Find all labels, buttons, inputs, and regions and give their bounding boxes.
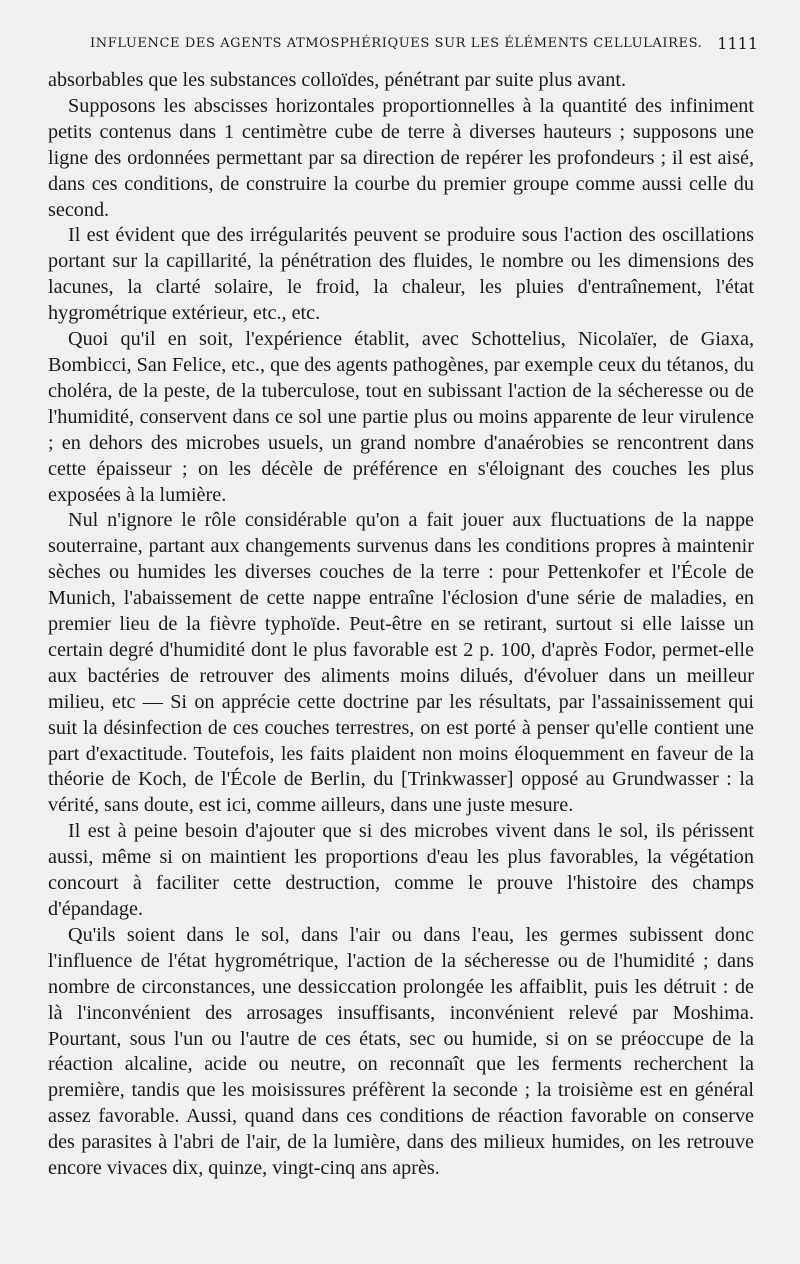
paragraph: Qu'ils soient dans le sol, dans l'air ou dans l'eau, les germes subissent donc l'influence de l'état hygrométrique, l'action de la sécheresse ou de l'humidité ; dans nombre de circonstances, une dessiccation prolongée les affaiblit, puis les détruit : de là l'inconvénient des arrosages insuffisants, inconvénient relevé par Moshima. Pourtant, sous l'un ou l'autre de ces états, sec ou humide, si on se préoccupe de la réaction alcaline, acide ou neutre, on reconnaît que les ferments recherchent la première, tandis que les moisissures préfèrent la seconde ; la troisième est en général assez favorable. Aussi, quand dans ces conditions de réaction favorable on conserve des parasites à l'abri de l'air, de la lumière, dans des milieux humides, on les retrouve encore vivaces dix, quinze, vingt-cinq ans après. bbox=[48, 923, 754, 1180]
running-title: INFLUENCE DES AGENTS ATMOSPHÉRIQUES SUR LES ÉLÉMENTS CELLULAIRES. bbox=[90, 36, 703, 51]
paragraph: Quoi qu'il en soit, l'expérience établit, avec Schottelius, Nicolaïer, de Giaxa, Bombicci, San Felice, etc., que des agents pathogènes, par exemple ceux du tétanos, du choléra, de la peste, de la tuberculose, tout en subissant l'action de la sécheresse ou de l'humidité, conservent dans ce sol une partie plus ou moins apparente de leur virulence ; en dehors des microbes usuels, un grand nombre d'anaérobies se rencontrent dans cette épaisseur ; on les décèle de préférence en s'éloignant des couches les plus exposées à la lumière. bbox=[48, 328, 754, 506]
paragraph: Il est à peine besoin d'ajouter que si des microbes vivent dans le sol, ils périssent aussi, même si on maintient les proportions d'eau les plus favorables, la végétation concourt à faciliter cette destruction, comme le prouve l'histoire des champs d'épandage. bbox=[48, 820, 754, 920]
paragraph: Il est évident que des irrégularités peuvent se produire sous l'action des oscillations portant sur la capillarité, la pénétration des fluides, le nombre ou les dimensions des lacunes, la clarté solaire, le froid, la chaleur, les pluies d'entraînement, l'état hygrométrique extérieur, etc., etc. bbox=[48, 224, 754, 325]
body-text bbox=[48, 68, 754, 1182]
running-header bbox=[90, 34, 758, 56]
paragraph: Nul n'ignore le rôle considérable qu'on a fait jouer aux fluctuations de la nappe souterraine, partant aux changements survenus dans les conditions propres à maintenir sèches ou humides les diverses couches de la terre : pour Pettenkofer et l'École de Munich, l'abaissement de cette nappe entraîne l'éclosion d'une série de maladies, en premier lieu de la fièvre typhoïde. Peut-être en se retirant, surtout si elle laisse un certain degré d'humidité dont le plus favorable est 2 p. 100, d'après Fodor, permet-elle aux bactéries de retrouver des aliments moins dilués, d'évoluer dans un meilleur milieu, etc — Si on apprécie cette doctrine par les résultats, par l'assainissement qui suit la désinfection de ces couches terrestres, on est porté à penser qu'elle contient une part d'exactitude. Toutefois, les faits plaident non moins éloquemment en faveur de la théorie de Koch, de l'École de Berlin, du [Trinkwasser] opposé au Grundwasser : la vérité, sans doute, est ici, comme ailleurs, dans une juste mesure. bbox=[48, 509, 754, 817]
page-number: 1111 bbox=[717, 34, 758, 53]
paragraph-continuation: absorbables que les substances colloïdes, pénétrant par suite plus avant. bbox=[48, 69, 626, 91]
paragraph: Supposons les abscisses horizontales proportionnelles à la quantité des infiniment petits contenus dans 1 centimètre cube de terre à diverses hauteurs ; supposons une ligne des ordonnées permettant par sa direction de repérer les profondeurs ; il est aisé, dans ces conditions, de construire la courbe du premier groupe comme aussi celle du second. bbox=[48, 94, 754, 221]
